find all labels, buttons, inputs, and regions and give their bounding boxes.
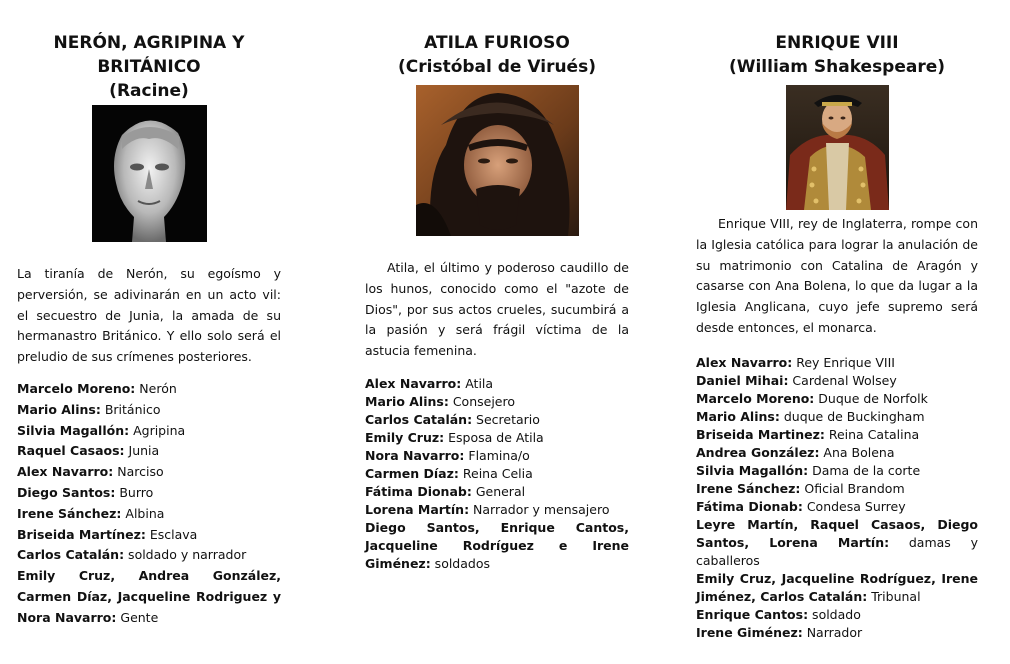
- actor-name: Silvia Magallón:: [696, 462, 809, 478]
- cast-entry: [696, 480, 978, 498]
- cast-entry: [365, 447, 629, 465]
- cast-entry: [696, 498, 978, 516]
- actor-name: Raquel Casaos:: [17, 443, 125, 459]
- actor-name: Carmen Díaz:: [365, 465, 459, 481]
- actor-name: Mario Alins:: [17, 401, 101, 417]
- actor-name: Alex Navarro:: [696, 354, 793, 370]
- actor-name: Briseida Martinez:: [696, 426, 825, 442]
- cast-entry: [365, 465, 629, 483]
- role-name: Duque de Norfolk: [814, 390, 928, 406]
- cast-entry: [696, 606, 978, 624]
- cast-entry: [696, 354, 978, 372]
- cast-entry: [696, 462, 978, 480]
- cast-entry: [696, 516, 978, 570]
- role-name: Atila: [461, 375, 494, 391]
- actor-name: Marcelo Moreno:: [696, 390, 815, 406]
- cast-entry: [696, 408, 978, 426]
- actor-name: Marcelo Moreno:: [17, 380, 136, 396]
- actor-name: Irene Sánchez:: [17, 505, 122, 521]
- play-description: Atila, el último y poderoso caudillo de los hunos, conocido como el "azote de Dios", por sus actos crueles, sucumbirá a la pasión y será frágil víctima de la astucia femenina.: [365, 260, 629, 359]
- cast-entry: [17, 566, 281, 628]
- cast-entry: [17, 400, 281, 421]
- actor-name: Emily Cruz, Andrea González, Carmen Díaz, Jacqueline Rodriguez y Nora Navarro:: [17, 568, 281, 625]
- title-line: ATILA FURIOSO: [424, 33, 570, 53]
- role-name: Gente: [116, 609, 159, 625]
- title-line: ENRIQUE VIII: [775, 33, 899, 53]
- play-title: [696, 0, 978, 79]
- play-title: [365, 0, 629, 79]
- role-name: Esclava: [145, 526, 198, 542]
- cast-entry: [696, 426, 978, 444]
- play-column-enrique-viii: [696, 0, 978, 642]
- actor-name: Silvia Magallón:: [17, 422, 130, 438]
- title-line: NERÓN, AGRIPINA Y: [53, 33, 245, 53]
- role-name: Junia: [124, 443, 160, 459]
- cast-entry: [365, 519, 629, 573]
- role-name: Secretario: [472, 411, 540, 427]
- actor-name: Emily Cruz:: [365, 429, 445, 445]
- role-name: Tribunal: [867, 588, 921, 604]
- cast-entry: [696, 570, 978, 606]
- actor-name: Carlos Catalán:: [17, 547, 125, 563]
- cast-list: [17, 379, 281, 629]
- role-name: Ana Bolena: [819, 444, 895, 460]
- actor-name: Emily Cruz, Jacqueline Rodríguez, Irene Jiménez, Carlos Catalán:: [696, 570, 978, 604]
- role-name: Burro: [115, 484, 154, 500]
- role-name: soldado y narrador: [124, 547, 247, 563]
- role-name: Reina Celia: [458, 465, 533, 481]
- title-line: BRITÁNICO: [97, 57, 201, 77]
- bust-of-nero-image: [92, 105, 207, 242]
- cast-list: [365, 375, 629, 573]
- cast-entry: [17, 462, 281, 483]
- actor-name: Fátima Dionab:: [696, 498, 803, 514]
- role-name: soldado: [808, 606, 861, 622]
- actor-name: Diego Santos, Enrique Cantos, Jacqueline Rodríguez e Irene Giménez:: [365, 519, 629, 571]
- role-name: Albina: [121, 505, 165, 521]
- cast-entry: [365, 501, 629, 519]
- title-line: (Cristóbal de Virués): [398, 57, 596, 77]
- cast-entry: [696, 372, 978, 390]
- role-name: soldados: [430, 555, 490, 571]
- cast-entry: [365, 411, 629, 429]
- attila-portrait-image: [416, 85, 579, 236]
- actor-name: Irene Sánchez:: [696, 480, 801, 496]
- cast-entry: [696, 444, 978, 462]
- role-name: Narrador y mensajero: [469, 501, 610, 517]
- role-name: Consejero: [448, 393, 516, 409]
- cast-entry: [365, 483, 629, 501]
- role-name: General: [471, 483, 526, 499]
- actor-name: Alex Navarro:: [365, 375, 462, 391]
- title-line: (Racine): [109, 81, 189, 101]
- cast-entry: [365, 375, 629, 393]
- cast-entry: [696, 390, 978, 408]
- actor-name: Andrea González:: [696, 444, 820, 460]
- cast-entry: [17, 421, 281, 442]
- play-description: La tiranía de Nerón, su egoísmo y perversión, se adivinarán en un acto vil: el secuestro de Junia, la amada de su hermanastro Británico. Y ello solo será el preludio de sus crímenes posteriores.: [17, 266, 281, 365]
- actor-name: Alex Navarro:: [17, 464, 114, 480]
- actor-name: Lorena Martín:: [365, 501, 470, 517]
- role-name: Flamina/o: [464, 447, 530, 463]
- actor-name: Daniel Mihai:: [696, 372, 789, 388]
- play-column-atila: [365, 0, 629, 573]
- role-name: Británico: [100, 401, 161, 417]
- actor-name: Briseida Martínez:: [17, 526, 146, 542]
- role-name: Narciso: [113, 464, 164, 480]
- actor-name: Enrique Cantos:: [696, 606, 809, 622]
- cast-entry: [365, 393, 629, 411]
- role-name: duque de Buckingham: [779, 408, 925, 424]
- cast-entry: [17, 525, 281, 546]
- role-name: Oficial Brandom: [800, 480, 905, 496]
- play-description: Enrique VIII, rey de Inglaterra, rompe con la Iglesia católica para lograr la anulación de su matrimonio con Catalina de Aragón y casarse con Ana Bolena, lo que da lugar a la Iglesia Anglicana, cuyo jefe supremo será desde entonces, el monarca.: [696, 216, 978, 335]
- role-name: Agripina: [129, 422, 186, 438]
- actor-name: Nora Navarro:: [365, 447, 465, 463]
- actor-name: Irene Giménez:: [696, 624, 803, 640]
- role-name: Rey Enrique VIII: [792, 354, 895, 370]
- cast-entry: [17, 483, 281, 504]
- actor-name: Carlos Catalán:: [365, 411, 473, 427]
- play-column-neron: [17, 0, 281, 629]
- cast-entry: [365, 429, 629, 447]
- cast-entry: [17, 504, 281, 525]
- title-line: (William Shakespeare): [728, 57, 946, 77]
- actor-name: Leyre Martín, Raquel Casaos, Diego Santos, Lorena Martín:: [696, 516, 978, 550]
- role-name: Nerón: [135, 380, 177, 396]
- role-name: Cardenal Wolsey: [788, 372, 897, 388]
- role-name: Condesa Surrey: [802, 498, 906, 514]
- cast-list: [696, 354, 978, 642]
- actor-name: Diego Santos:: [17, 484, 116, 500]
- actor-name: Mario Alins:: [365, 393, 449, 409]
- play-title: [17, 0, 281, 103]
- cast-entry: [17, 545, 281, 566]
- cast-entry: [17, 379, 281, 400]
- role-name: Esposa de Atila: [444, 429, 544, 445]
- actor-name: Fátima Dionab:: [365, 483, 472, 499]
- role-name: Narrador: [802, 624, 863, 640]
- actor-name: Mario Alins:: [696, 408, 780, 424]
- role-name: Dama de la corte: [808, 462, 921, 478]
- cast-entry: [17, 441, 281, 462]
- cast-entry: [696, 624, 978, 642]
- role-name: Reina Catalina: [824, 426, 920, 442]
- henry-viii-portrait-image: [786, 85, 889, 210]
- role-name: damas y caballeros: [696, 534, 978, 568]
